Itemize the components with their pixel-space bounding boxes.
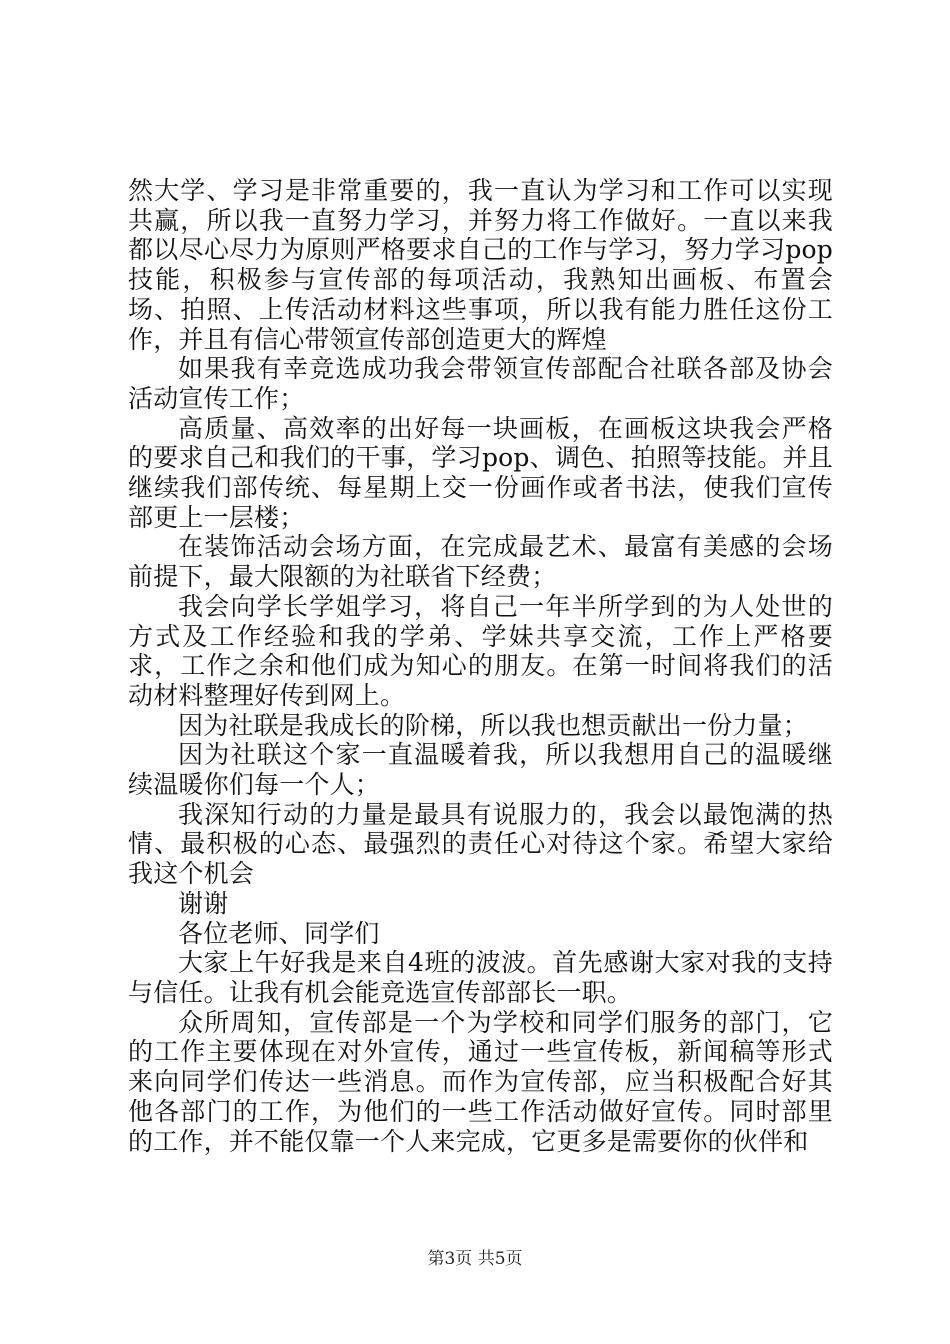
document-body — [128, 176, 833, 1156]
paragraph: 各位老师、同学们 — [178, 918, 380, 948]
paragraph: 因为社联是我成长的阶梯，所以我也想贡献出一份力量； — [178, 710, 809, 740]
paragraph: 我深知行动的力量是最具有说服力的，我会以最饱满的热情、最积极的心态、最强烈的责任心对待这个家。希望大家给我这个机会 — [128, 799, 833, 889]
paragraph: 谢谢 — [178, 888, 229, 918]
paragraph: 因为社联这个家一直温暖着我，所以我想用自己的温暖继续温暖你们每一个人； — [128, 740, 833, 800]
paragraph: 大家上午好我是来自4班的波波。首先感谢大家对我的支持与信任。让我有机会能竞选宣传部部长一职。 — [128, 948, 833, 1007]
paragraph: 高质量、高效率的出好每一块画板，在画板这块我会严格的要求自己和我们的干事，学习pop、调色、拍照等技能。并且继续我们部传统、每星期上交一份画作或者书法，使我们宣传部更上一层楼； — [128, 413, 833, 532]
paragraph: 在装饰活动会场方面，在完成最艺术、最富有美感的会场前提下，最大限额的为社联省下经费； — [128, 532, 833, 592]
paragraph: 如果我有幸竞选成功我会带领宣传部配合社联各部及协会活动宣传工作； — [128, 354, 833, 413]
page-number: 第3页 共5页 — [427, 1249, 523, 1269]
paragraph: 我会向学长学姐学习，将自己一年半所学到的为人处世的方式及工作经验和我的学弟、学妹共享交流，工作上严格要求，工作之余和他们成为知心的朋友。在第一时间将我们的活动材料整理好传到网上。 — [128, 591, 833, 710]
paragraph: 众所周知，宣传部是一个为学校和同学们服务的部门，它的工作主要体现在对外宣传，通过一些宣传板，新闻稿等形式来向同学们传达一些消息。而作为宣传部，应当积极配合好其他各部门的工作，为他们的一些工作活动做好宣传。同时部里的工作，并不能仅靠一个人来完成，它更多是需要你的伙伴和 — [128, 1007, 833, 1156]
paragraph: 然大学、学习是非常重要的，我一直认为学习和工作可以实现共赢，所以我一直努力学习，并努力将工作做好。一直以来我都以尽心尽力为原则严格要求自己的工作与学习，努力学习pop技能，积极参与宣传部的每项活动，我熟知出画板、布置会场、拍照、上传活动材料这些事项，所以我有能力胜任这份工作，并且有信心带领宣传部创造更大的辉煌 — [128, 176, 833, 354]
